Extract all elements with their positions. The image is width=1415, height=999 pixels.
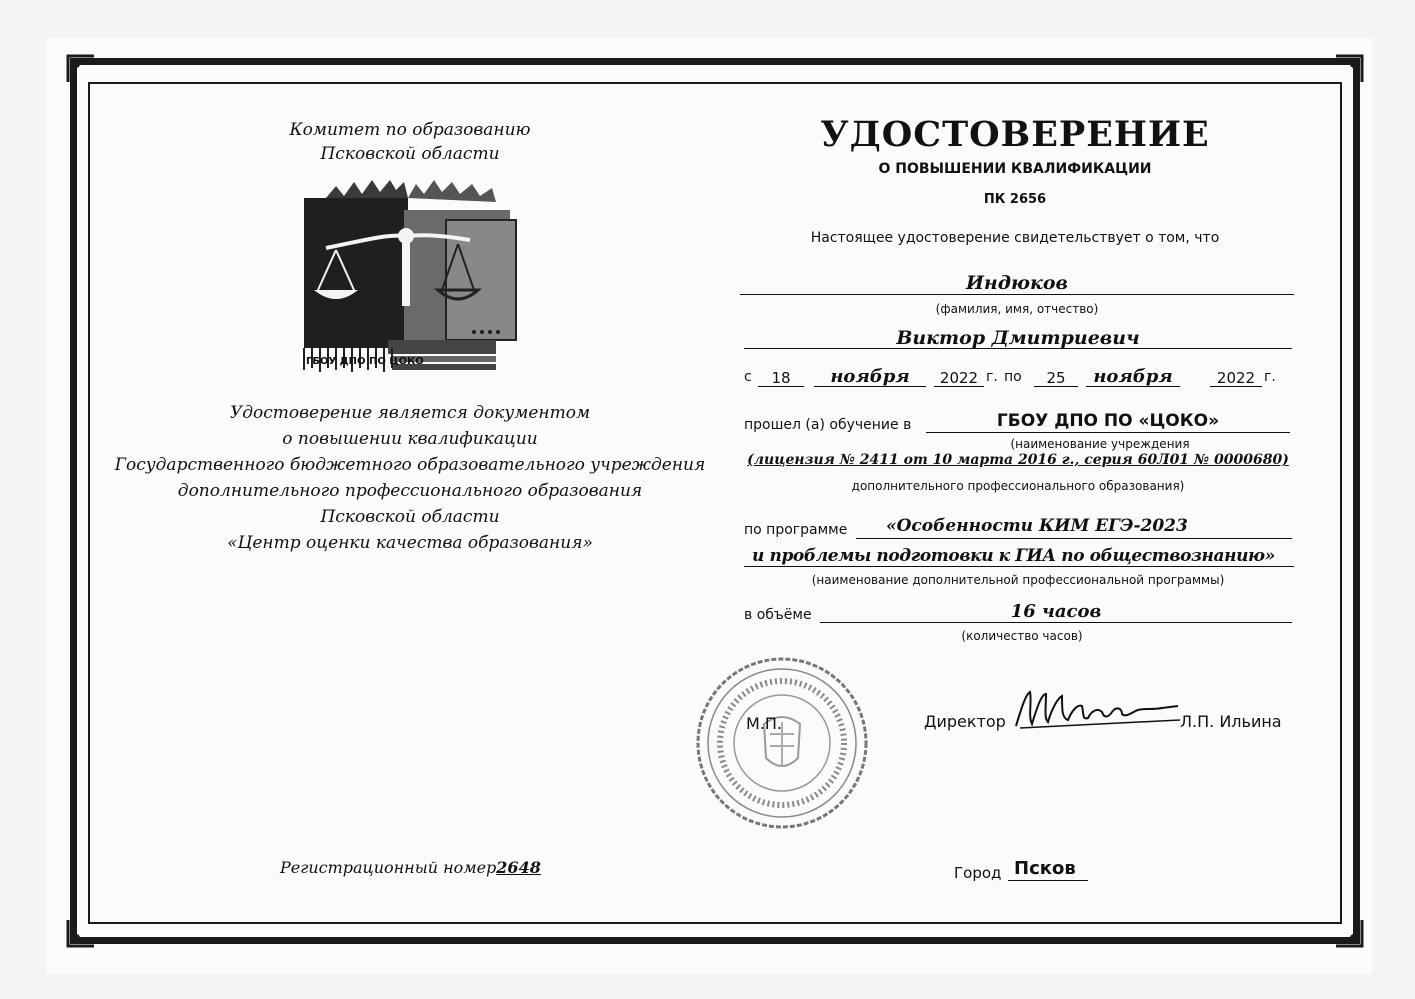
date-from-label: с: [744, 369, 752, 385]
director-name: Л.П. Ильина: [1180, 712, 1282, 731]
program-caption: (наименование дополнительной профессиональной программы): [811, 573, 1225, 587]
description-line: «Центр оценки качества образования»: [227, 533, 593, 553]
program-title-line-2: и проблемы подготовки к ГИА по обществознанию»: [752, 546, 1275, 566]
director-signature-icon: [1012, 686, 1182, 734]
volume-value: 16 часов: [1010, 601, 1102, 622]
training-label: прошел (а) обучение в: [744, 417, 912, 433]
registration-number: [280, 858, 541, 877]
committee-line: Комитет по образованию: [289, 120, 531, 140]
institution-caption: (наименование учреждения: [1010, 437, 1190, 451]
description-line: Государственного бюджетного образовательного учреждения: [114, 455, 706, 475]
corner-ornament-icon: [66, 54, 96, 84]
program-line: [744, 566, 1294, 567]
stamp-label: М.П.: [746, 714, 783, 733]
volume-line: [820, 622, 1292, 623]
license-text: (лицензия № 2411 от 10 марта 2016 г., серия 60Л01 № 0000680): [747, 452, 1289, 468]
corner-ornament-icon: [1334, 918, 1364, 948]
date-to-year: 2022: [1216, 369, 1256, 387]
volume-caption: (количество часов): [961, 629, 1083, 643]
committee-line: Псковской области: [320, 144, 500, 164]
city-value: Псков: [1014, 858, 1076, 879]
official-seal-icon: [694, 654, 870, 832]
institution-line: [926, 432, 1290, 433]
year-suffix: г.: [1264, 369, 1276, 385]
given-names-value: Виктор Дмитриевич: [896, 327, 1140, 349]
emblem-book-scales-icon: [296, 180, 524, 380]
document-subtitle: О ПОВЫШЕНИИ КВАЛИФИКАЦИИ: [878, 161, 1152, 177]
date-to-month: ноября: [1093, 366, 1173, 387]
institution-caption-2: дополнительного профессионального образования): [851, 479, 1185, 493]
institution-value: ГБОУ ДПО ПО «ЦОКО»: [996, 411, 1220, 431]
name-caption: (фамилия, имя, отчество): [935, 302, 1099, 316]
volume-label: в объёме: [744, 607, 812, 623]
description-line: Удостоверение является документом: [229, 403, 591, 423]
surname-value: Индюков: [965, 272, 1069, 294]
city-line: [1008, 880, 1088, 881]
program-title-line-1: «Особенности КИМ ЕГЭ-2023: [886, 516, 1188, 536]
description-line: дополнительного профессионального образования: [177, 481, 643, 501]
corner-ornament-icon: [1334, 54, 1364, 84]
description-line: Псковской области: [320, 507, 500, 527]
emblem-text: ГБОУ ДПО ПО ЦОКО: [306, 356, 424, 367]
registration-label: Регистрационный номер: [280, 858, 497, 877]
document-description: [110, 400, 710, 556]
city-label: Город: [954, 864, 1002, 882]
year-suffix: г.: [986, 369, 998, 385]
surname-line: [740, 294, 1294, 295]
date-from-day: 18: [771, 369, 791, 387]
certificate-number: ПК 2656: [983, 192, 1047, 207]
director-label: Директор: [924, 712, 1006, 731]
date-from-year: 2022: [939, 369, 979, 387]
registration-value: 2648: [496, 858, 541, 877]
program-line: [856, 538, 1292, 539]
document-title: УДОСТОВЕРЕНИЕ: [820, 114, 1210, 155]
date-from-month: ноября: [830, 366, 910, 387]
corner-ornament-icon: [66, 918, 96, 948]
committee-heading: [200, 118, 620, 166]
certifies-text: Настоящее удостоверение свидетельствует о том, что: [810, 230, 1220, 246]
date-to-label: по: [1004, 369, 1022, 385]
date-to-day: 25: [1046, 369, 1066, 387]
program-label: по программе: [744, 522, 848, 538]
description-line: о повышении квалификации: [282, 429, 538, 449]
